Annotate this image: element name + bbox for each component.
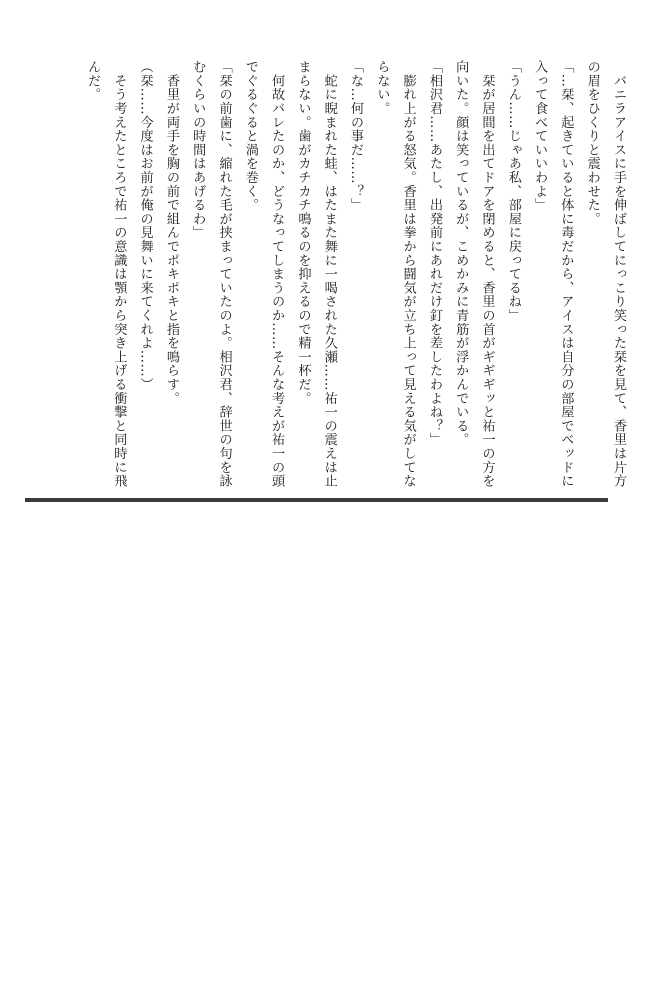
paragraph-13: そう考えたところで祐一の意識は顎から突き上げる衝撃と同時に飛んだ。	[85, 60, 127, 488]
paragraph-3: 「うん……じゃあ私、部屋に戻ってるね」	[505, 60, 521, 323]
section-divider	[25, 498, 608, 502]
paragraph-8: 蛇に睨まれた蛙、はたまた舞に一喝された久瀬……祐一の震えは止まらない。歯がカチカチ鳴るのを抑えるので精一杯だ。	[295, 60, 337, 488]
paragraph-6: 膨れ上がる怒気。香里は拳から闘気が立ち上って見える気がしてならない。	[374, 60, 416, 488]
novel-text-vertical	[46, 60, 631, 490]
paragraph-12: （栞……今度はお前が俺の見舞いに来てくれよ……）	[137, 60, 153, 392]
paragraph-9: 何故バレたのか、どうなってしまうのか……そんな考えが祐一の頭でぐるぐると渦を巻く。	[242, 60, 285, 488]
paragraph-4: 栞が居間を出てドアを閉めると、香里の首がギギギッと祐一の方を向いた。顔は笑っているが、こめかみに青筋が浮かんでいる。	[453, 60, 495, 488]
paragraph-2: 「…栞、起きていると体に毒だから、アイスは自分の部屋でベッドに入って食べていいわよ」	[532, 60, 574, 488]
paragraph-5: 「相沢君……あたし、出発前にあれだけ釘を差したわよね？」	[426, 60, 442, 447]
paragraph-11: 香里が両手を胸の前で組んでポキポキと指を鳴らす。	[163, 60, 179, 405]
paragraph-10: 「栞の前歯に、縮れた毛が挟まっていたのよ。相沢君、辞世の句を詠むくらいの時間はあげるわ」	[190, 60, 232, 488]
paragraph-7: 「な…何の事だ……？」	[348, 60, 364, 212]
paragraph-1: バニラアイスに手を伸ばしてにっこり笑った栞を見て、香里は片方の眉をひくりと震わせた。	[584, 60, 626, 488]
